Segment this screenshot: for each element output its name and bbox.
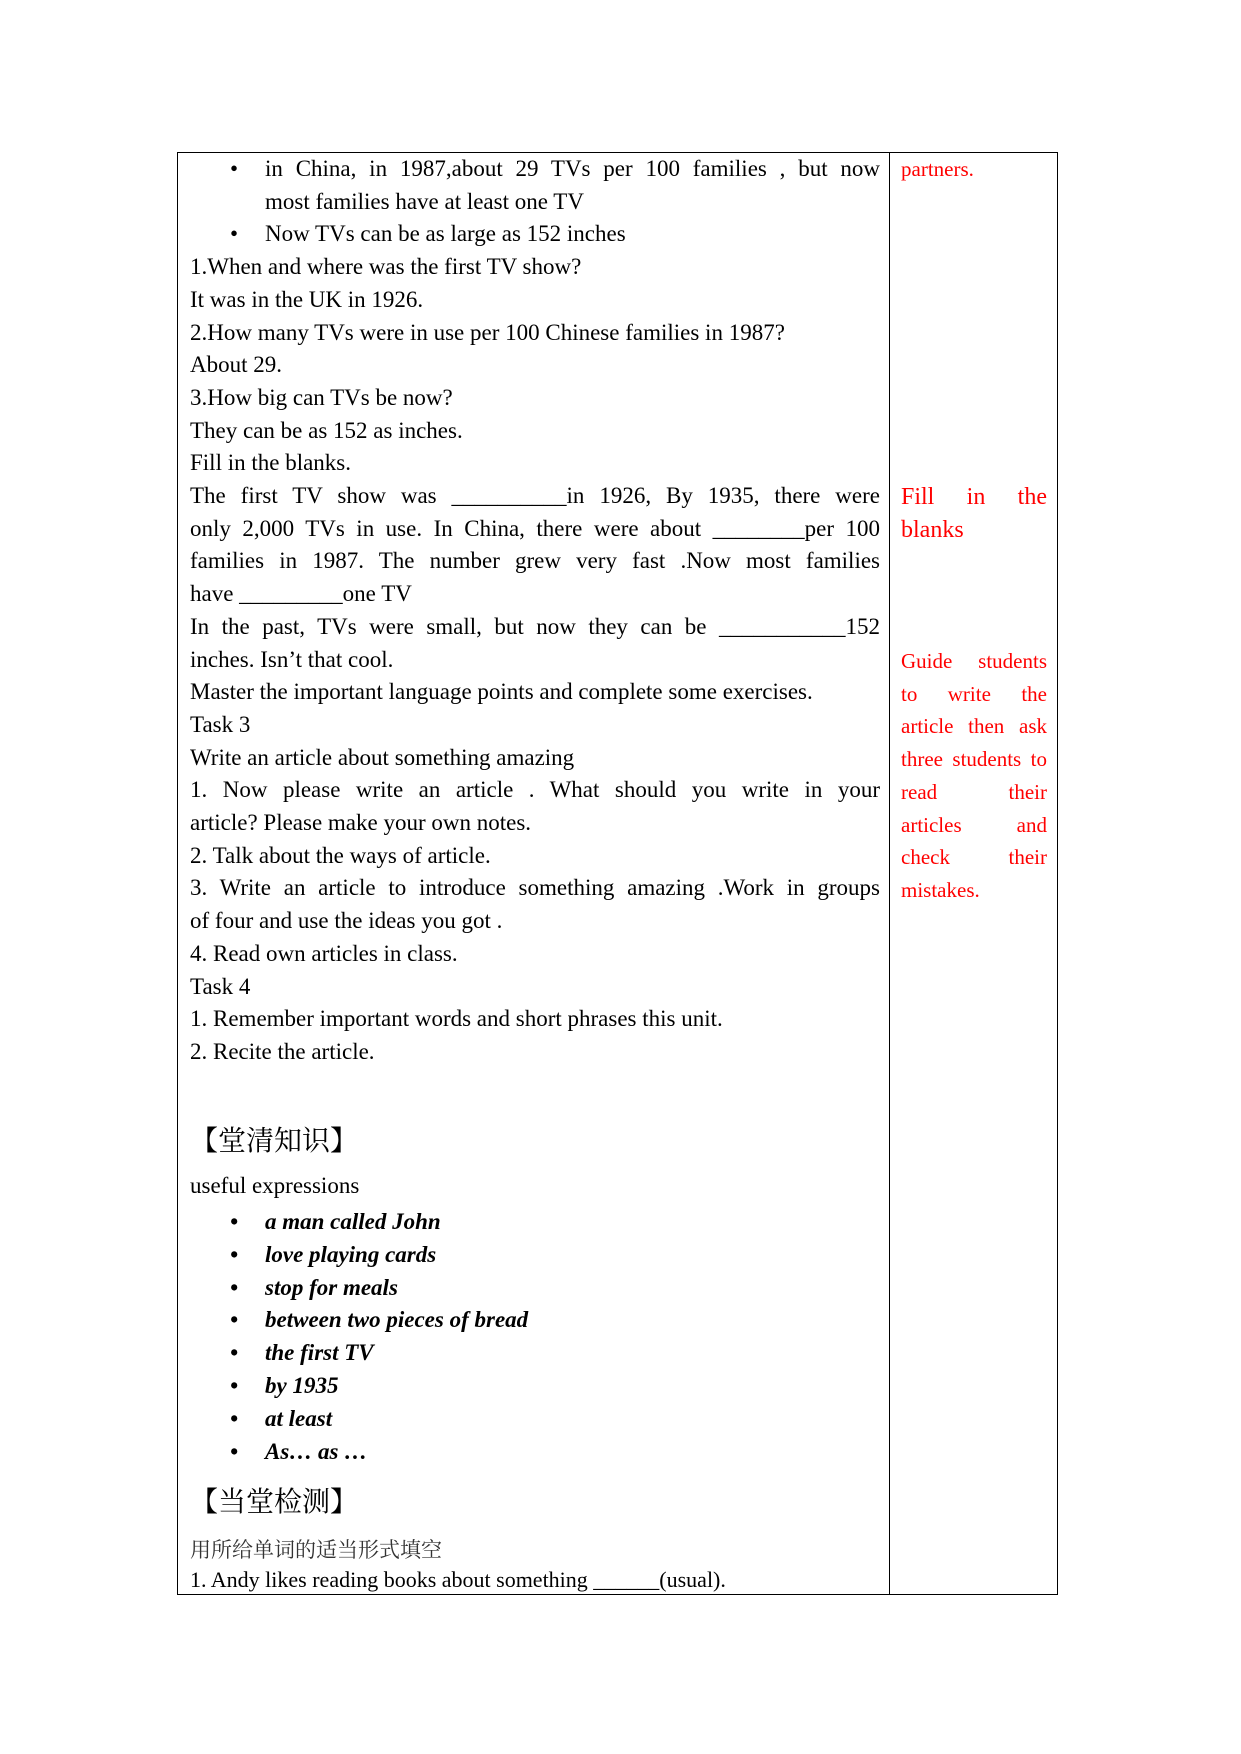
test-title: 【当堂检测】 — [190, 1485, 359, 1518]
content-line: Master the important language points and complete some exercises. — [190, 679, 813, 705]
content-line: 2.How many TVs were in use per 100 Chinese families in 1987? — [190, 319, 785, 345]
note-line: articles and — [901, 812, 1047, 837]
content-line: 1. Remember important words and short phrases this unit. — [190, 1006, 723, 1032]
test-heading — [190, 1480, 880, 1520]
expression-item: • between two pieces of bread — [190, 1304, 880, 1337]
expression-item: • love playing cards — [190, 1239, 880, 1272]
expression-item: • stop for meals — [190, 1272, 880, 1305]
note-guide — [901, 645, 1047, 907]
content-line: 3.How big can TVs be now? — [190, 384, 453, 410]
content-line: The first TV show was __________in 1926, By 1935, there were — [190, 483, 880, 509]
expression-item: • a man called John — [190, 1206, 880, 1239]
content-line: families in 1987. The number grew very fast .Now most families — [190, 548, 880, 574]
note-line: to write the — [901, 681, 1047, 706]
expression-item: • the first TV — [190, 1337, 880, 1370]
content-line: 3. Write an article to introduce something amazing .Work in groups — [190, 875, 880, 901]
useful-expressions-label: useful expressions — [190, 1173, 360, 1198]
content-line: They can be as 152 as inches. — [190, 417, 463, 443]
note-line: article then ask — [901, 714, 1047, 739]
content-line: 2. Talk about the ways of article. — [190, 842, 491, 868]
expressions-list — [190, 1206, 880, 1468]
note-partners: partners. — [901, 157, 974, 181]
note-line: blanks — [901, 516, 964, 543]
knowledge-title: 【堂清知识】 — [190, 1124, 359, 1157]
content-line: Fill in the blanks. — [190, 450, 351, 476]
note-line: check their — [901, 845, 1047, 870]
note-line: mistakes. — [901, 877, 980, 902]
content-line: Write an article about something amazing — [190, 744, 575, 770]
knowledge-heading — [190, 1119, 880, 1159]
content-line: of four and use the ideas you got . — [190, 908, 503, 934]
expression-item: • at least — [190, 1403, 880, 1436]
note-line: Fill in the — [901, 484, 1047, 510]
lesson-table — [177, 152, 1058, 1595]
content-line: 1.When and where was the first TV show? — [190, 254, 582, 280]
content-line: About 29. — [190, 352, 282, 378]
content-line: 1. Now please write an article . What should you write in your — [190, 777, 880, 803]
content-line: most families have at least one TV — [265, 188, 584, 214]
teaching-content-cell — [190, 153, 880, 1069]
note-line: Guide students — [901, 649, 1047, 673]
content-line: have _________one TV — [190, 581, 412, 607]
note-line: read their — [901, 779, 1047, 804]
content-line: • in China, in 1987,about 29 TVs per 100 families , but now — [190, 153, 880, 186]
content-line: only 2,000 TVs in use. In China, there were about ________per 100 — [190, 515, 880, 541]
expression-item: • As… as … — [190, 1436, 880, 1469]
content-line: inches. Isn’t that cool. — [190, 646, 394, 672]
test-instruction: 用所给单词的适当形式填空 — [190, 1538, 442, 1562]
content-line: • Now TVs can be as large as 152 inches — [190, 218, 880, 251]
content-line: In the past, TVs were small, but now they can be ___________152 — [190, 613, 880, 639]
content-line: article? Please make your own notes. — [190, 810, 532, 836]
content-line: Task 4 — [190, 973, 251, 999]
content-line: Task 3 — [190, 711, 251, 737]
content-line: 4. Read own articles in class. — [190, 940, 458, 966]
column-divider — [889, 153, 890, 1594]
note-fill-blanks — [901, 481, 1047, 546]
note-line: three students to — [901, 747, 1047, 772]
content-line: It was in the UK in 1926. — [190, 286, 424, 312]
content-line: 2. Recite the article. — [190, 1038, 375, 1064]
expression-item: • by 1935 — [190, 1370, 880, 1403]
test-item: 1. Andy likes reading books about something ______(usual). — [190, 1567, 726, 1592]
